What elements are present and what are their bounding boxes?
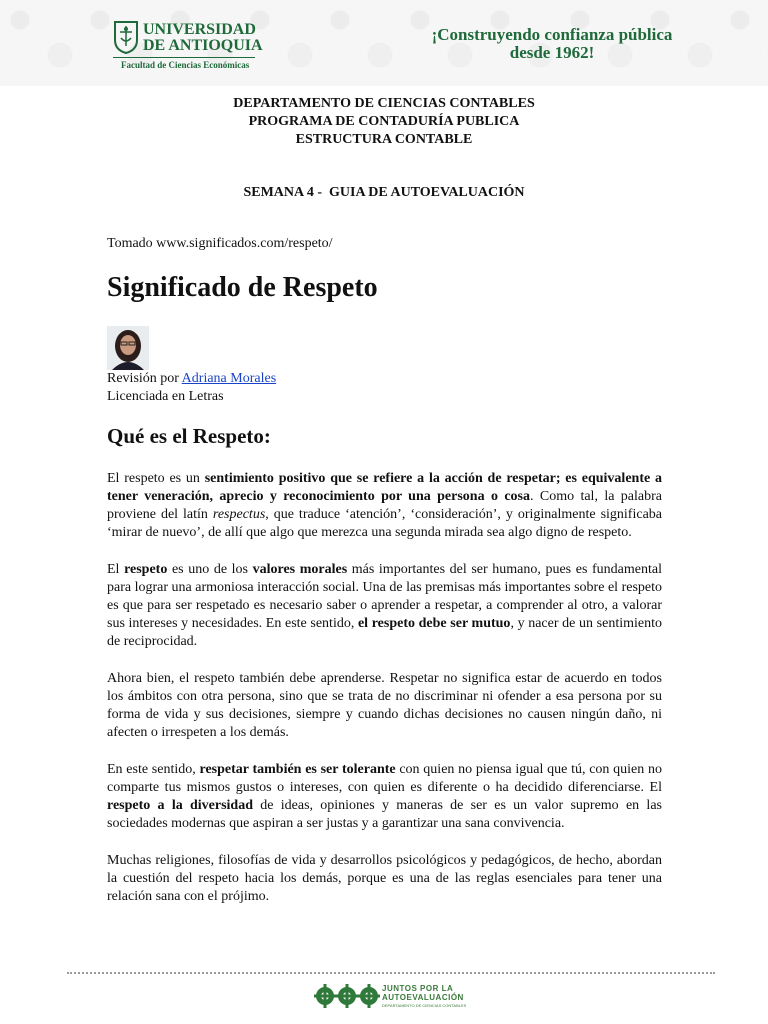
review-byline (107, 370, 276, 406)
slogan: ¡Construyendo confianza pública desde 1962! (431, 25, 673, 62)
section-heading: Qué es el Respeto: (107, 424, 271, 448)
footer-slogan: JUNTOS POR LA AUTOEVALUACIÓN (382, 984, 464, 1002)
reviewer-title: Licenciada en Letras (107, 389, 224, 404)
logo-divider (113, 57, 255, 58)
university-logo (113, 20, 263, 74)
paragraph-3: Ahora bien, el respeto también debe aprenderse. Respetar no significa estar de acuerdo en todos los ámbitos con otra persona, sino que se trata de no discriminar ni ofender a esa persona por su forma de vida y sus decisiones, siempre y cuando dichas decisiones no causen ningún daño, ni afecten o irrespeten a los demás. (107, 671, 662, 740)
paragraph-1: El respeto es un sentimiento positivo que se refiere a la acción de respetar; es equivalente a tener veneración, aprecio y reconocimiento por una persona o cosa. Como tal, la palabra proviene del latín respectus, que traduce ‘atención’, ‘consideración’, y originalmente significaba ‘mirar de nuevo’, de allí que algo que merezca una segunda mirada sea algo digno de respeto. (107, 471, 662, 540)
footer-divider (67, 972, 715, 974)
avatar-image (107, 326, 149, 370)
paragraph-2: El respeto es uno de los valores morales más importantes del ser humano, pues es fundamental para lograr una armoniosa interacción social. Una de las premisas más importantes sobre el respeto es que para ser respetado es necesario saber o aprender a respetar, a comprender al otro, a valorar sus intereses y necesidades. En este sentido, el respeto debe ser mutuo, y nacer de un sentimiento de reciprocidad. (107, 562, 662, 649)
page-header (0, 0, 768, 86)
footer-department: DEPARTAMENTO DE CIENCIAS CONTABLES (382, 1003, 467, 1008)
source-line: Tomado www.significados.com/respeto/ (107, 236, 333, 251)
reviewer-link[interactable]: Adriana Morales (181, 371, 277, 386)
page-title: Significado de Respeto (107, 272, 378, 303)
paragraph-5: Muchas religiones, filosofías de vida y desarrollos psicológicos y pedagógicos, de hecho, abordan la cuestión del respeto hacia los demás, porque es una de las reglas esenciales para tener una relación sana con el prójimo. (107, 853, 662, 904)
week-title: SEMANA 4 - GUIA DE AUTOEVALUACIÓN (243, 185, 525, 200)
reviewer-avatar (107, 326, 149, 370)
university-seal-icon (113, 20, 139, 54)
faculty-name: Facultad de Ciencias Económicas (121, 60, 250, 70)
review-line: Revisión por Adriana Morales (107, 371, 277, 386)
gears-icon (314, 983, 380, 1009)
department-heading: DEPARTAMENTO DE CIENCIAS CONTABLES PROGRAMA DE CONTADURÍA PUBLICA ESTRUCTURA CONTABLE (233, 96, 535, 147)
university-name: UNIVERSIDAD DE ANTIOQUIA (143, 21, 263, 54)
paragraph-4: En este sentido, respetar también es ser tolerante con quien no piensa igual que tú, con quien no comparte tus mismos gustos o intereses, con quien es diferente o ha decidido diferenciarse. El respeto a la diversidad de ideas, opiniones y maneras de ser es un valor supremo en las sociedades modernas que aspiran a ser justas y a garantizar una sana convivencia. (107, 762, 662, 831)
article-body (107, 470, 662, 925)
footer-logo (314, 982, 467, 1010)
